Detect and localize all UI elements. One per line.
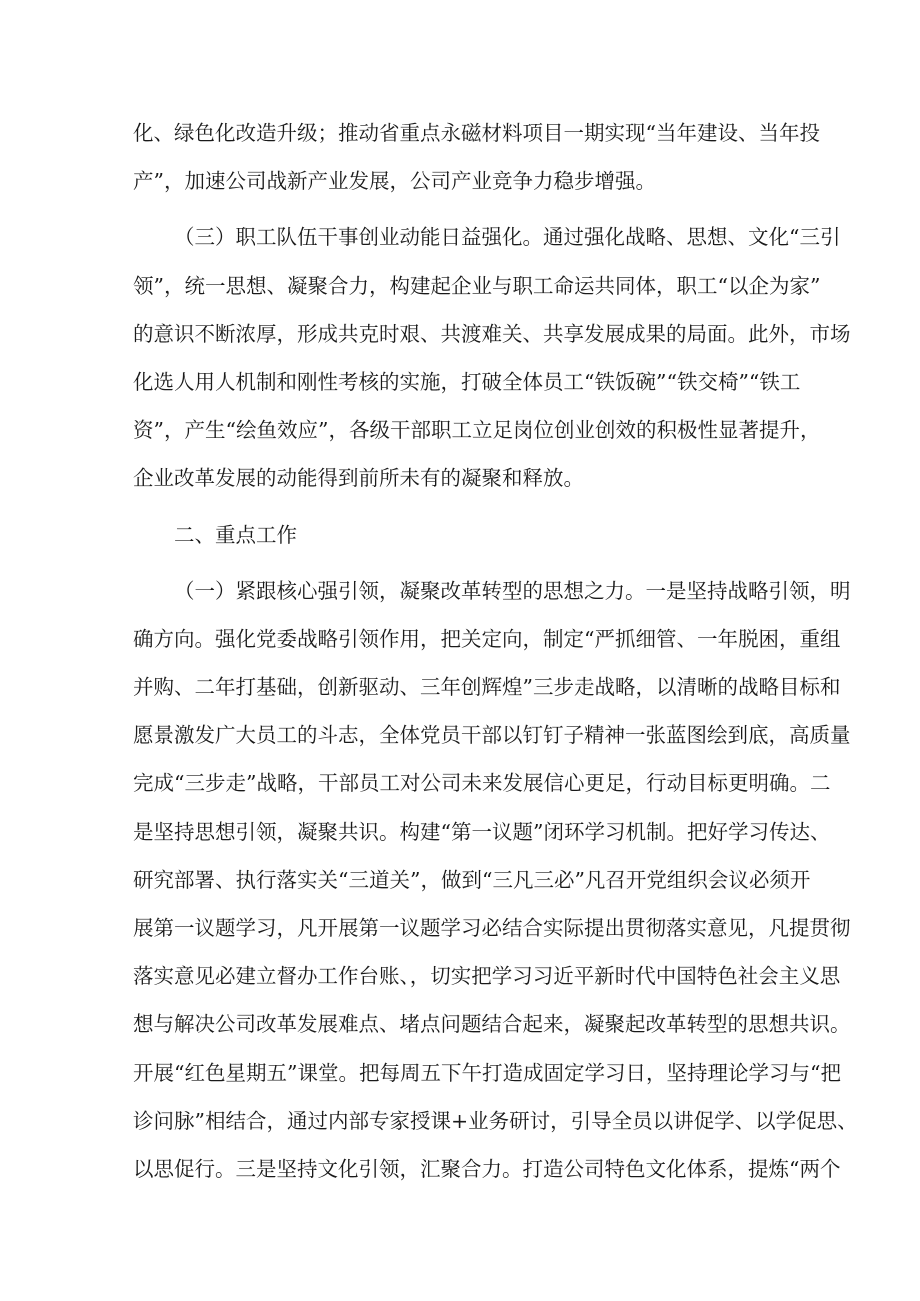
section-heading — [133, 511, 791, 559]
text-line: （一）紧跟核心强引领，凝聚改革转型的思想之力。一是坚持战略引领，明 — [174, 578, 851, 603]
text-line: 完成“三步走”战略，干部员工对公司未来发展信心更足，行动目标更明确。二 — [133, 771, 831, 796]
text-line: 是坚持思想引领，凝聚共识。构建“第一议题”闭环学习机制。把好学习传达、 — [133, 819, 831, 844]
text-line: 产”，加速公司战新产业发展，公司产业竞争力稳步增强。 — [133, 169, 656, 194]
document-body — [133, 109, 858, 1193]
text-line: 的意识不断浓厚，形成共克时艰、共渡难关、共享发展成果的局面。此外，市场 — [133, 321, 851, 346]
paragraph-gap — [133, 559, 791, 567]
text-line: 研究部署、执行落实关“三道关”，做到“三凡三必”凡召开党组织会议必须开 — [133, 867, 811, 892]
paragraph-gap — [133, 503, 791, 511]
text-line: 企业改革发展的动能得到前所未有的凝聚和释放。 — [133, 466, 584, 491]
text-line: （三）职工队伍干事创业动能日益强化。通过强化战略、思想、文化“三引 — [174, 225, 841, 250]
heading-text: 二、重点工作 — [174, 522, 297, 547]
paragraph-3 — [133, 567, 858, 1193]
text-line: 诊问脉”相结合，通过内部专家授课+业务研讨，引导全员以讲促学、以学促思、 — [133, 1108, 858, 1133]
paragraph-1 — [133, 109, 820, 205]
text-line: 确方向。强化党委战略引领作用，把关定向，制定“严抓细管、一年脱困，重组 — [133, 626, 841, 651]
text-line: 领”，统一思想、凝聚合力，构建起企业与职工命运共同体，职工“以企为家” — [133, 273, 821, 298]
text-line: 资”，产生“绘鱼效应”，各级干部职工立足岗位创业创效的积极性显著提升， — [133, 418, 821, 443]
text-line: 落实意见必建立督办工作台账、，切实把学习习近平新时代中国特色社会主义思 — [133, 964, 841, 989]
text-line: 并购、二年打基础，创新驱动、三年创辉煌”三步走战略，以清晰的战略目标和 — [133, 675, 841, 700]
paragraph-2 — [133, 213, 851, 502]
text-line: 化选人用人机制和刚性考核的实施，打破全体员工“铁饭碗”“铁交椅”“铁工 — [133, 369, 801, 394]
text-line: 愿景激发广大员工的斗志，全体党员干部以钉钉子精神一张蓝图绘到底，高质量 — [133, 723, 851, 748]
text-line: 化、绿色化改造升级；推动省重点永磁材料项目一期实现“当年建设、当年投 — [133, 121, 820, 145]
text-line: 想与解决公司改革发展难点、堵点问题结合起来，凝聚起改革转型的思想共识。 — [133, 1012, 851, 1037]
text-line: 以思促行。三是坚持文化引领，汇聚合力。打造公司特色文化体系，提炼“两个 — [133, 1156, 841, 1181]
text-line: 开展“红色星期五”课堂。把每周五下午打造成固定学习日，坚持理论学习与“把 — [133, 1060, 841, 1085]
text-line: 展第一议题学习，凡开展第一议题学习必结合实际提出贯彻落实意见，凡提贯彻 — [133, 916, 851, 940]
paragraph-gap — [133, 205, 791, 213]
